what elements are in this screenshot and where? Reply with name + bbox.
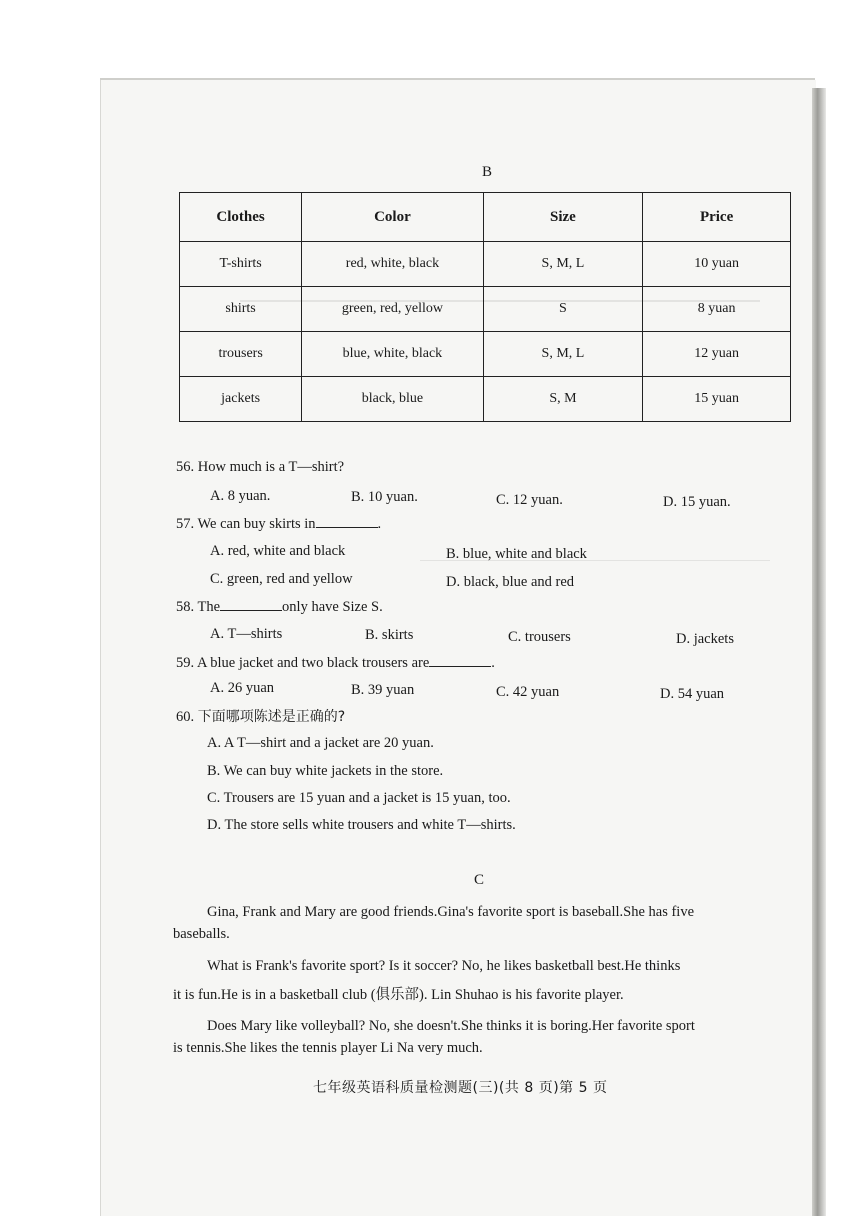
answer-blank [220, 598, 282, 611]
table-row [180, 242, 791, 287]
page-shadow-edge [812, 88, 826, 1216]
table-row [180, 332, 791, 377]
option-60-c[interactable]: C. Trousers are 15 yuan and a jacket is 15 yuan, too. [207, 790, 511, 806]
question-stem: We can buy skirts in [197, 516, 316, 532]
section-b-label: B [482, 164, 493, 180]
question-number: 59. [176, 655, 195, 671]
header-size: Size [483, 193, 643, 242]
option-60-b[interactable]: B. We can buy white jackets in the store. [207, 763, 444, 779]
question-56 [176, 459, 344, 476]
cell-size: S, M [483, 377, 643, 422]
question-stem: The [197, 599, 221, 615]
table-row [180, 377, 791, 422]
question-57 [176, 515, 381, 533]
cell-clothes: jackets [180, 377, 302, 422]
option-60-a[interactable]: A. A T—shirt and a jacket are 20 yuan. [207, 735, 434, 751]
answer-blank [429, 654, 491, 667]
question-stem: A blue jacket and two black trousers are [196, 655, 430, 671]
option-56-c[interactable]: C. 12 yuan. [496, 492, 563, 508]
header-clothes: Clothes [180, 193, 302, 242]
option-59-d[interactable]: D. 54 yuan [660, 686, 725, 702]
clothes-price-table [179, 192, 791, 422]
cell-size: S [483, 287, 643, 332]
option-56-b[interactable]: B. 10 yuan. [351, 489, 418, 505]
question-number: 60. [176, 709, 195, 725]
question-stem-end: . [491, 655, 495, 671]
option-58-b[interactable]: B. skirts [365, 627, 414, 643]
cell-color: blue, white, black [302, 332, 483, 377]
cell-clothes: trousers [180, 332, 302, 377]
question-number: 57. [176, 516, 195, 532]
question-59 [176, 654, 495, 672]
option-58-d[interactable]: D. jackets [676, 631, 734, 647]
cell-color: black, blue [302, 377, 483, 422]
question-60 [176, 706, 345, 726]
passage-line: Does Mary like volleyball? No, she doesn't.She thinks it is boring.Her favorite sport [207, 1018, 695, 1034]
passage-line: is tennis.She likes the tennis player Li Na very much. [173, 1040, 483, 1056]
table-header-row [180, 193, 791, 242]
option-57-c[interactable]: C. green, red and yellow [210, 571, 353, 587]
option-58-a[interactable]: A. T—shirts [210, 626, 283, 642]
header-color: Color [302, 193, 483, 242]
passage-line: it is fun.He is in a basketball club (俱乐部). Lin Shuhao is his favorite player. [173, 987, 624, 1003]
cell-price: 15 yuan [643, 377, 791, 422]
question-58 [176, 598, 383, 616]
option-57-d[interactable]: D. black, blue and red [446, 574, 575, 590]
option-59-a[interactable]: A. 26 yuan [210, 680, 275, 696]
option-56-a[interactable]: A. 8 yuan. [210, 488, 271, 504]
question-number: 58. [176, 599, 195, 615]
option-60-d[interactable]: D. The store sells white trousers and white T—shirts. [207, 817, 516, 833]
question-stem-end: . [377, 516, 382, 532]
answer-blank [316, 515, 378, 528]
cell-clothes: shirts [180, 287, 302, 332]
cell-clothes: T-shirts [180, 242, 302, 287]
cell-size: S, M, L [483, 242, 643, 287]
question-number: 56. [176, 459, 195, 475]
header-price: Price [643, 193, 791, 242]
cell-color: green, red, yellow [302, 287, 483, 332]
table-row [180, 287, 791, 332]
cell-price: 8 yuan [643, 287, 791, 332]
question-stem: 下面哪项陈述是正确的? [197, 709, 346, 725]
cell-color: red, white, black [302, 242, 483, 287]
section-c-label: C [474, 872, 485, 888]
option-59-c[interactable]: C. 42 yuan [496, 684, 560, 700]
option-56-d[interactable]: D. 15 yuan. [663, 494, 731, 510]
passage-line: baseballs. [173, 926, 230, 942]
option-58-c[interactable]: C. trousers [508, 629, 571, 645]
passage-line: What is Frank's favorite sport? Is it soccer? No, he likes basketball best.He thinks [207, 958, 681, 974]
passage-line: Gina, Frank and Mary are good friends.Gina's favorite sport is baseball.She has five [207, 904, 695, 920]
cell-price: 10 yuan [643, 242, 791, 287]
question-stem: How much is a T—shirt? [197, 459, 345, 475]
cell-size: S, M, L [483, 332, 643, 377]
option-59-b[interactable]: B. 39 yuan [351, 682, 415, 698]
question-stem-end: only have Size S. [282, 599, 383, 615]
option-57-b[interactable]: B. blue, white and black [446, 546, 587, 562]
cell-price: 12 yuan [643, 332, 791, 377]
option-57-a[interactable]: A. red, white and black [210, 543, 346, 559]
page-footer: 七年级英语科质量检测题(三)(共 8 页)第 5 页 [313, 1080, 608, 1096]
